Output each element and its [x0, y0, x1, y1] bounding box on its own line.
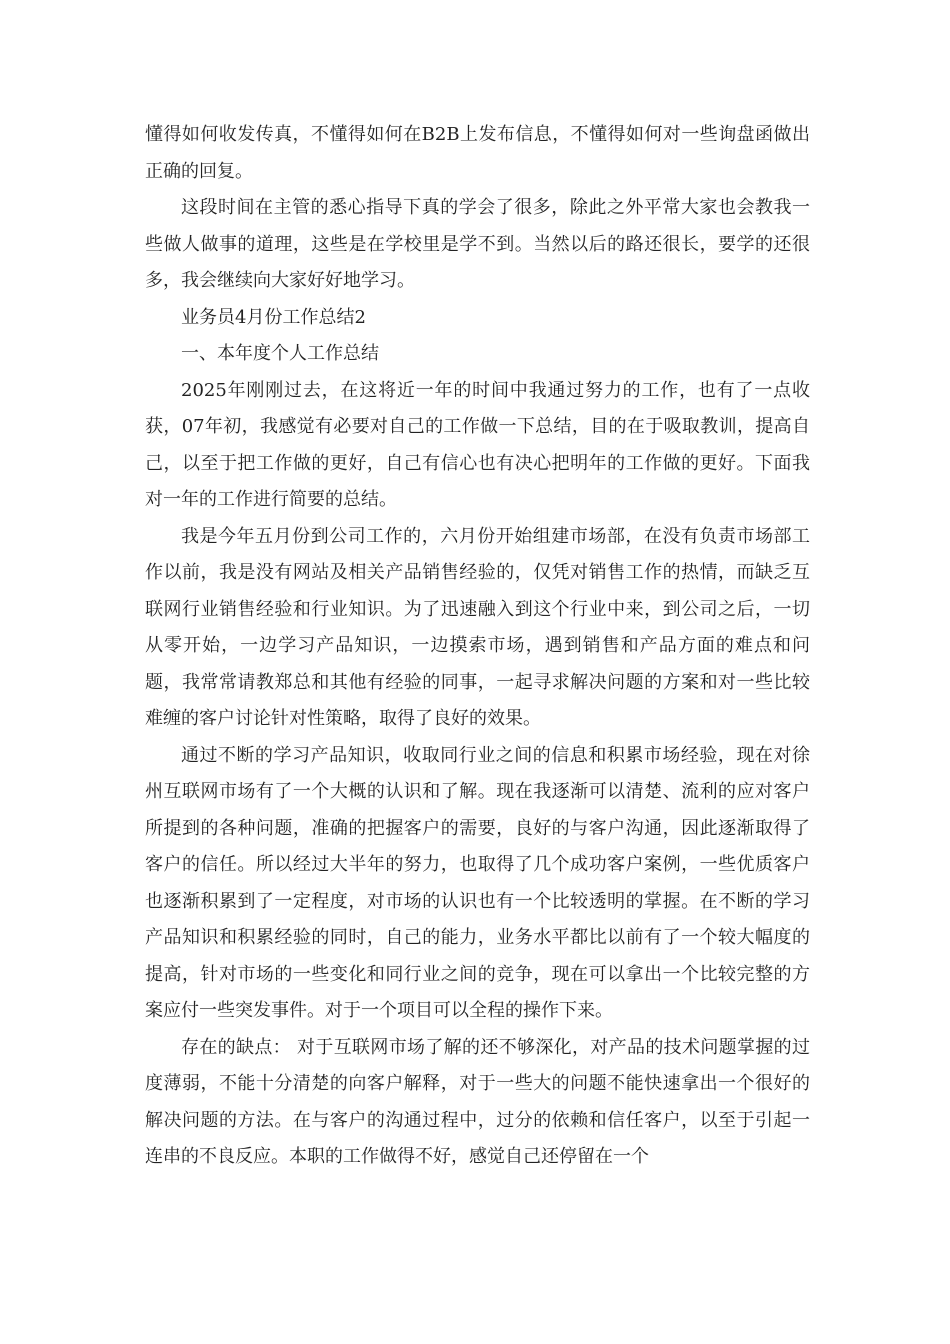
paragraph: 我是今年五月份到公司工作的，六月份开始组建市场部，在没有负责市场部工作以前，我是没有网站及相关产品销售经验的，仅凭对销售工作的热情，而缺乏互联网行业销售经验和行业知识。为了迅速融入到这个行业中来，到公司之后，一切从零开始，一边学习产品知识，一边摸索市场，遇到销售和产品方面的难点和问题，我常常请教郑总和其他有经验的同事，一起寻求解决问题的方案和对一些比较难缠的客户讨论针对性策略，取得了良好的效果。 — [145, 525, 810, 729]
section-heading: 一、本年度个人工作总结 — [181, 343, 379, 364]
section-title: 业务员4月份工作总结2 — [181, 306, 366, 328]
paragraph: 懂得如何收发传真，不懂得如何在B2B上发布信息，不懂得如何对一些询盘函做出正确的回复。 — [145, 124, 810, 182]
document-body — [145, 117, 810, 1176]
paragraph: 存在的缺点： 对于互联网市场了解的还不够深化，对产品的技术问题掌握的过度薄弱，不能十分清楚的向客户解释，对于一些大的问题不能快速拿出一个很好的解决问题的方法。在与客户的沟通过程中，过分的依赖和信任客户，以至于引起一连串的不良反应。本职的工作做得不好，感觉自己还停留在一个 — [145, 1036, 810, 1167]
paragraph: 这段时间在主管的悉心指导下真的学会了很多，除此之外平常大家也会教我一些做人做事的道理，这些是在学校里是学不到。当然以后的路还很长，要学的还很多，我会继续向大家好好地学习。 — [145, 197, 810, 291]
paragraph: 2025年刚刚过去，在这将近一年的时间中我通过努力的工作，也有了一点收获，07年初，我感觉有必要对自己的工作做一下总结，目的在于吸取教训，提高自己，以至于把工作做的更好，自己有信心也有决心把明年的工作做的更好。下面我对一年的工作进行简要的总结。 — [145, 379, 810, 510]
paragraph: 通过不断的学习产品知识，收取同行业之间的信息和积累市场经验，现在对徐州互联网市场有了一个大概的认识和了解。现在我逐渐可以清楚、流利的应对客户所提到的各种问题，准确的把握客户的需要，良好的与客户沟通，因此逐渐取得了客户的信任。所以经过大半年的努力，也取得了几个成功客户案例，一些优质客户也逐渐积累到了一定程度，对市场的认识也有一个比较透明的掌握。在不断的学习产品知识和积累经验的同时，自己的能力，业务水平都比以前有了一个较大幅度的提高，针对市场的一些变化和同行业之间的竞争，现在可以拿出一个比较完整的方案应付一些突发事件。对于一个项目可以全程的操作下来。 — [145, 744, 810, 1021]
